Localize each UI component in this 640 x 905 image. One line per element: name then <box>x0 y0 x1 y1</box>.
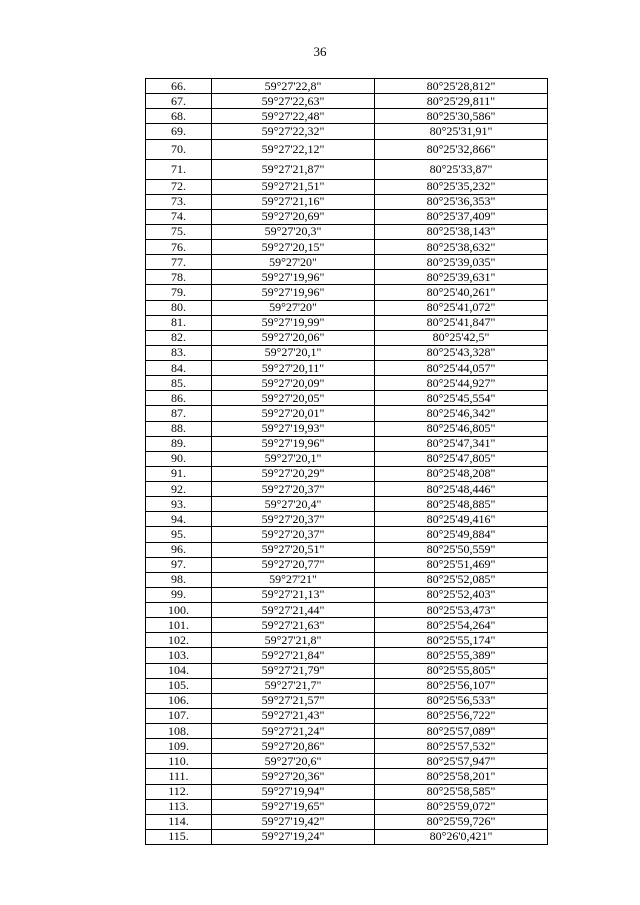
point-number-cell: 67. <box>146 94 212 109</box>
longitude-cell: 80°25'56,533" <box>375 693 548 708</box>
longitude-cell: 80°25'49,884" <box>375 527 548 542</box>
latitude-cell: 59°27'21,63" <box>212 618 375 633</box>
latitude-cell: 59°27'20,6" <box>212 754 375 769</box>
point-number-cell: 102. <box>146 633 212 648</box>
point-number-cell: 110. <box>146 754 212 769</box>
point-number-cell: 97. <box>146 557 212 572</box>
table-row <box>146 572 548 587</box>
table-row <box>146 94 548 109</box>
latitude-cell: 59°27'21,43" <box>212 708 375 723</box>
table-row <box>146 361 548 376</box>
point-number-cell: 68. <box>146 109 212 124</box>
table-row <box>146 527 548 542</box>
point-number-cell: 82. <box>146 330 212 345</box>
longitude-cell: 80°25'35,232" <box>375 179 548 194</box>
longitude-cell: 80°25'55,805" <box>375 663 548 678</box>
table-row <box>146 285 548 300</box>
table-row <box>146 482 548 497</box>
longitude-cell: 80°25'48,885" <box>375 497 548 512</box>
latitude-cell: 59°27'20,11" <box>212 361 375 376</box>
longitude-cell: 80°25'57,089" <box>375 724 548 739</box>
point-number-cell: 93. <box>146 497 212 512</box>
point-number-cell: 91. <box>146 466 212 481</box>
longitude-cell: 80°25'31,91" <box>375 124 548 139</box>
point-number-cell: 94. <box>146 512 212 527</box>
longitude-cell: 80°25'42,5" <box>375 330 548 345</box>
point-number-cell: 104. <box>146 663 212 678</box>
latitude-cell: 59°27'20,06" <box>212 330 375 345</box>
longitude-cell: 80°25'28,812" <box>375 79 548 94</box>
point-number-cell: 107. <box>146 708 212 723</box>
table-row <box>146 330 548 345</box>
longitude-cell: 80°25'47,805" <box>375 451 548 466</box>
table-row <box>146 139 548 159</box>
longitude-cell: 80°25'32,866" <box>375 139 548 159</box>
latitude-cell: 59°27'21,24" <box>212 724 375 739</box>
latitude-cell: 59°27'20,4" <box>212 497 375 512</box>
table-row <box>146 240 548 255</box>
longitude-cell: 80°25'39,631" <box>375 270 548 285</box>
point-number-cell: 86. <box>146 391 212 406</box>
latitude-cell: 59°27'19,93" <box>212 421 375 436</box>
latitude-cell: 59°27'21,16" <box>212 194 375 209</box>
latitude-cell: 59°27'19,65" <box>212 799 375 814</box>
point-number-cell: 83. <box>146 345 212 360</box>
table-row <box>146 769 548 784</box>
table-row <box>146 391 548 406</box>
longitude-cell: 80°25'53,473" <box>375 603 548 618</box>
latitude-cell: 59°27'21" <box>212 572 375 587</box>
latitude-cell: 59°27'20,77" <box>212 557 375 572</box>
table-row <box>146 784 548 799</box>
latitude-cell: 59°27'21,51" <box>212 179 375 194</box>
table-row <box>146 406 548 421</box>
longitude-cell: 80°25'46,342" <box>375 406 548 421</box>
point-number-cell: 112. <box>146 784 212 799</box>
longitude-cell: 80°25'44,057" <box>375 361 548 376</box>
latitude-cell: 59°27'19,42" <box>212 814 375 829</box>
table-row <box>146 270 548 285</box>
longitude-cell: 80°25'49,416" <box>375 512 548 527</box>
point-number-cell: 109. <box>146 739 212 754</box>
point-number-cell: 84. <box>146 361 212 376</box>
point-number-cell: 80. <box>146 300 212 315</box>
table-row <box>146 345 548 360</box>
latitude-cell: 59°27'21,13" <box>212 587 375 602</box>
latitude-cell: 59°27'21,57" <box>212 693 375 708</box>
longitude-cell: 80°25'54,264" <box>375 618 548 633</box>
point-number-cell: 85. <box>146 376 212 391</box>
point-number-cell: 75. <box>146 224 212 239</box>
longitude-cell: 80°25'41,072" <box>375 300 548 315</box>
table-row <box>146 209 548 224</box>
longitude-cell: 80°25'39,035" <box>375 255 548 270</box>
point-number-cell: 108. <box>146 724 212 739</box>
latitude-cell: 59°27'19,94" <box>212 784 375 799</box>
latitude-cell: 59°27'21,84" <box>212 648 375 663</box>
longitude-cell: 80°25'57,532" <box>375 739 548 754</box>
longitude-cell: 80°25'58,201" <box>375 769 548 784</box>
point-number-cell: 73. <box>146 194 212 209</box>
point-number-cell: 103. <box>146 648 212 663</box>
point-number-cell: 76. <box>146 240 212 255</box>
table-row <box>146 557 548 572</box>
table-row <box>146 724 548 739</box>
table-row <box>146 739 548 754</box>
latitude-cell: 59°27'20,36" <box>212 769 375 784</box>
latitude-cell: 59°27'20,37" <box>212 482 375 497</box>
point-number-cell: 90. <box>146 451 212 466</box>
latitude-cell: 59°27'20,51" <box>212 542 375 557</box>
latitude-cell: 59°27'20,1" <box>212 451 375 466</box>
point-number-cell: 70. <box>146 139 212 159</box>
table-row <box>146 421 548 436</box>
latitude-cell: 59°27'20" <box>212 255 375 270</box>
table-row <box>146 512 548 527</box>
point-number-cell: 99. <box>146 587 212 602</box>
longitude-cell: 80°25'38,143" <box>375 224 548 239</box>
longitude-cell: 80°25'36,353" <box>375 194 548 209</box>
point-number-cell: 98. <box>146 572 212 587</box>
point-number-cell: 113. <box>146 799 212 814</box>
table-row <box>146 829 548 844</box>
longitude-cell: 80°25'45,554" <box>375 391 548 406</box>
latitude-cell: 59°27'20,1" <box>212 345 375 360</box>
longitude-cell: 80°26'0,421" <box>375 829 548 844</box>
point-number-cell: 88. <box>146 421 212 436</box>
table-row <box>146 124 548 139</box>
latitude-cell: 59°27'20,15" <box>212 240 375 255</box>
longitude-cell: 80°25'38,632" <box>375 240 548 255</box>
longitude-cell: 80°25'44,927" <box>375 376 548 391</box>
table-row <box>146 678 548 693</box>
longitude-cell: 80°25'51,469" <box>375 557 548 572</box>
longitude-cell: 80°25'47,341" <box>375 436 548 451</box>
point-number-cell: 69. <box>146 124 212 139</box>
longitude-cell: 80°25'37,409" <box>375 209 548 224</box>
latitude-cell: 59°27'20,69" <box>212 209 375 224</box>
longitude-cell: 80°25'40,261" <box>375 285 548 300</box>
table-row <box>146 179 548 194</box>
table-row <box>146 315 548 330</box>
latitude-cell: 59°27'20" <box>212 300 375 315</box>
table-row <box>146 814 548 829</box>
table-row <box>146 618 548 633</box>
longitude-cell: 80°25'30,586" <box>375 109 548 124</box>
longitude-cell: 80°25'50,559" <box>375 542 548 557</box>
longitude-cell: 80°25'57,947" <box>375 754 548 769</box>
longitude-cell: 80°25'59,072" <box>375 799 548 814</box>
table-row <box>146 497 548 512</box>
table-row <box>146 587 548 602</box>
longitude-cell: 80°25'29,811" <box>375 94 548 109</box>
latitude-cell: 59°27'21,8" <box>212 633 375 648</box>
point-number-cell: 79. <box>146 285 212 300</box>
point-number-cell: 114. <box>146 814 212 829</box>
latitude-cell: 59°27'20,01" <box>212 406 375 421</box>
point-number-cell: 77. <box>146 255 212 270</box>
latitude-cell: 59°27'20,37" <box>212 527 375 542</box>
latitude-cell: 59°27'19,99" <box>212 315 375 330</box>
point-number-cell: 71. <box>146 159 212 179</box>
longitude-cell: 80°25'41,847" <box>375 315 548 330</box>
table-row <box>146 79 548 94</box>
latitude-cell: 59°27'20,29" <box>212 466 375 481</box>
coordinates-table-body <box>146 79 548 845</box>
table-row <box>146 708 548 723</box>
point-number-cell: 101. <box>146 618 212 633</box>
table-row <box>146 159 548 179</box>
table-row <box>146 466 548 481</box>
point-number-cell: 106. <box>146 693 212 708</box>
point-number-cell: 115. <box>146 829 212 844</box>
latitude-cell: 59°27'22,8" <box>212 79 375 94</box>
latitude-cell: 59°27'21,87" <box>212 159 375 179</box>
point-number-cell: 96. <box>146 542 212 557</box>
point-number-cell: 95. <box>146 527 212 542</box>
latitude-cell: 59°27'22,63" <box>212 94 375 109</box>
latitude-cell: 59°27'21,44" <box>212 603 375 618</box>
table-row <box>146 109 548 124</box>
table-row <box>146 255 548 270</box>
table-row <box>146 436 548 451</box>
longitude-cell: 80°25'46,805" <box>375 421 548 436</box>
latitude-cell: 59°27'21,7" <box>212 678 375 693</box>
table-row <box>146 451 548 466</box>
longitude-cell: 80°25'48,208" <box>375 466 548 481</box>
point-number-cell: 111. <box>146 769 212 784</box>
latitude-cell: 59°27'22,48" <box>212 109 375 124</box>
latitude-cell: 59°27'20,05" <box>212 391 375 406</box>
point-number-cell: 74. <box>146 209 212 224</box>
longitude-cell: 80°25'52,085" <box>375 572 548 587</box>
latitude-cell: 59°27'22,32" <box>212 124 375 139</box>
table-row <box>146 693 548 708</box>
point-number-cell: 66. <box>146 79 212 94</box>
table-row <box>146 376 548 391</box>
point-number-cell: 87. <box>146 406 212 421</box>
point-number-cell: 78. <box>146 270 212 285</box>
table-row <box>146 633 548 648</box>
point-number-cell: 92. <box>146 482 212 497</box>
latitude-cell: 59°27'20,09" <box>212 376 375 391</box>
longitude-cell: 80°25'55,174" <box>375 633 548 648</box>
point-number-cell: 105. <box>146 678 212 693</box>
latitude-cell: 59°27'19,96" <box>212 270 375 285</box>
table-row <box>146 542 548 557</box>
table-row <box>146 603 548 618</box>
latitude-cell: 59°27'20,3" <box>212 224 375 239</box>
point-number-cell: 81. <box>146 315 212 330</box>
table-row <box>146 194 548 209</box>
table-row <box>146 799 548 814</box>
page-number: 36 <box>313 44 327 59</box>
point-number-cell: 72. <box>146 179 212 194</box>
latitude-cell: 59°27'19,96" <box>212 436 375 451</box>
latitude-cell: 59°27'21,79" <box>212 663 375 678</box>
longitude-cell: 80°25'55,389" <box>375 648 548 663</box>
longitude-cell: 80°25'56,107" <box>375 678 548 693</box>
longitude-cell: 80°25'33,87" <box>375 159 548 179</box>
point-number-cell: 89. <box>146 436 212 451</box>
longitude-cell: 80°25'43,328" <box>375 345 548 360</box>
table-row <box>146 754 548 769</box>
longitude-cell: 80°25'59,726" <box>375 814 548 829</box>
table-row <box>146 663 548 678</box>
table-row <box>146 300 548 315</box>
latitude-cell: 59°27'20,37" <box>212 512 375 527</box>
coordinates-table <box>145 78 548 845</box>
latitude-cell: 59°27'22,12" <box>212 139 375 159</box>
longitude-cell: 80°25'58,585" <box>375 784 548 799</box>
latitude-cell: 59°27'19,96" <box>212 285 375 300</box>
latitude-cell: 59°27'19,24" <box>212 829 375 844</box>
longitude-cell: 80°25'56,722" <box>375 708 548 723</box>
longitude-cell: 80°25'52,403" <box>375 587 548 602</box>
latitude-cell: 59°27'20,86" <box>212 739 375 754</box>
point-number-cell: 100. <box>146 603 212 618</box>
longitude-cell: 80°25'48,446" <box>375 482 548 497</box>
table-row <box>146 648 548 663</box>
table-row <box>146 224 548 239</box>
